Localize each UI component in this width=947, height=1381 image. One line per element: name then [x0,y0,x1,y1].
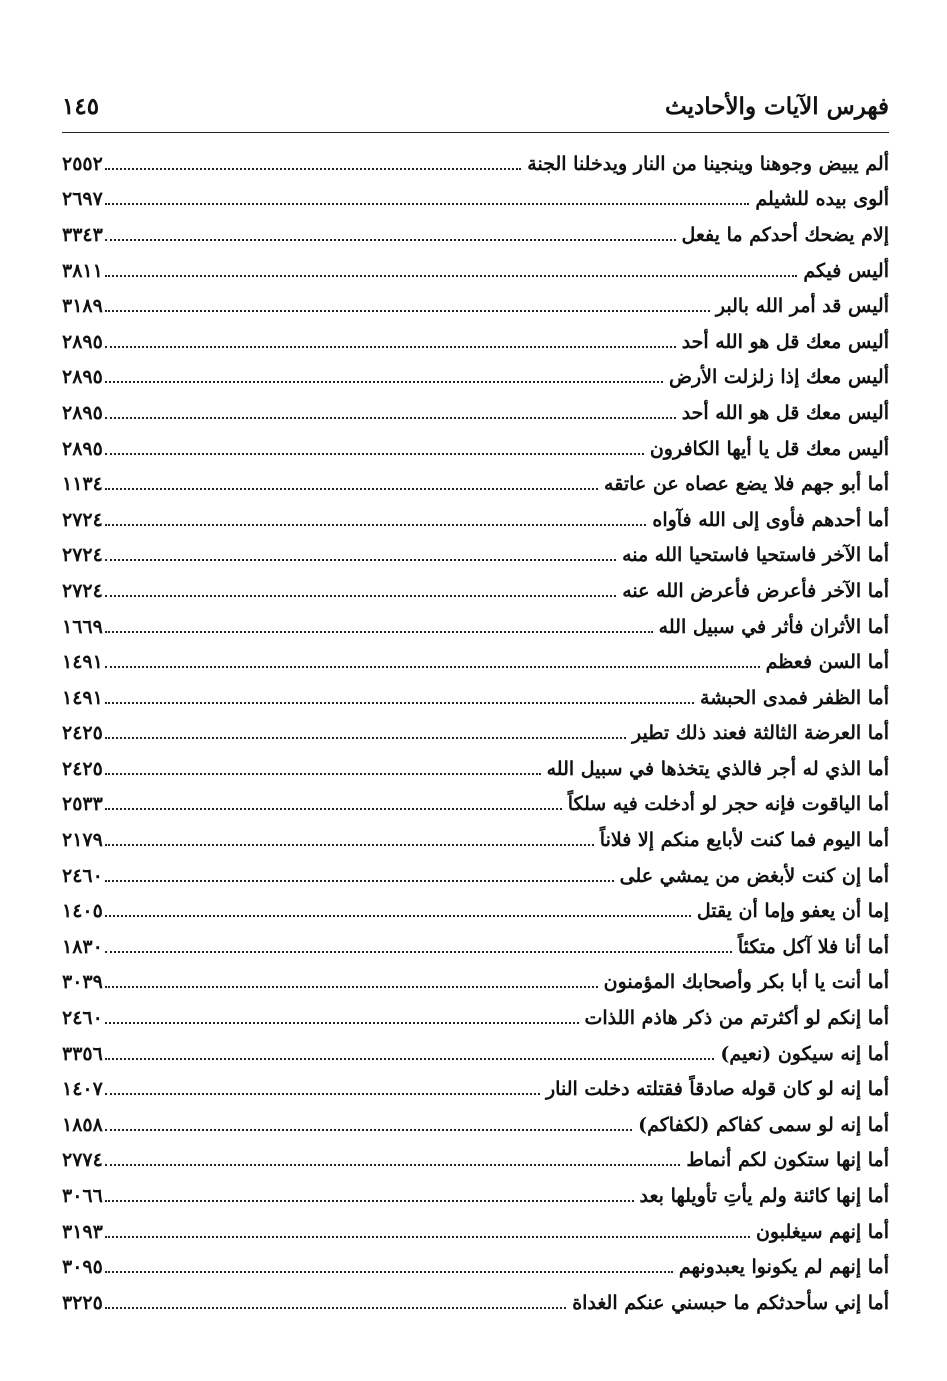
entry-text: أما إن كنت لأبغض من يمشي على [619,864,889,887]
entry-text: أما إنهم لم يكونوا يعبدونهم [678,1256,889,1279]
index-entry [62,502,889,538]
entry-number: ٢٧٧٤ [62,1149,103,1172]
dot-leader [105,631,653,633]
entry-text: إما أن يعفو وإما أن يقتل [696,900,889,923]
index-entry [62,751,889,787]
entry-text: أليس معك قل هو الله أحد [681,401,889,424]
dot-leader [105,951,732,953]
entry-number: ٢٥٥٢ [62,152,103,175]
dot-leader [105,381,663,383]
entry-text: أما إنه لو سمى كفاكم (لكفاكم) [638,1113,889,1136]
entry-text: أما إنهم سيغلبون [755,1220,889,1243]
entry-number: ٢٧٢٤ [62,508,103,531]
dot-leader [105,844,594,846]
entry-text: أما الياقوت فإنه حجر لو أدخلت فيه سلكاً [567,793,889,816]
dot-leader [105,773,541,775]
page-title: فهرس الآيات والأحاديث [664,92,889,120]
index-entry [62,609,889,645]
entry-text: أما إنكم لو أكثرتم من ذكر هاذم اللذات [584,1007,889,1030]
dot-leader [105,1093,540,1095]
dot-leader [105,559,616,561]
entry-number: ٢٧٢٤ [62,544,103,567]
entry-text: أليس معك قل هو الله أحد [681,330,889,353]
dot-leader [105,488,598,490]
dot-leader [105,310,710,312]
entry-text: أما إنها ستكون لكم أنماط [686,1149,889,1172]
index-entry [62,1036,889,1072]
entry-number: ٢٤٦٠ [62,864,103,887]
dot-leader [105,1307,566,1309]
dot-leader [105,737,626,739]
entry-number: ١٦٦٩ [62,615,103,638]
dot-leader [105,275,798,277]
entry-number: ٣٢٢٥ [62,1291,103,1314]
entry-text: أما أنت يا أبا بكر وأصحابك المؤمنون [603,971,889,994]
dot-leader [105,1022,579,1024]
dot-leader [105,453,644,455]
index-entry [62,288,889,324]
entry-number: ٢٤٢٥ [62,722,103,745]
entry-text: أما إني سأحدثكم ما حبسني عنكم الغداة [572,1291,889,1314]
dot-leader [105,915,691,917]
dot-leader [105,1129,632,1131]
index-entry [62,858,889,894]
entry-number: ٣٠٩٥ [62,1256,103,1279]
index-entry [62,146,889,182]
dot-leader [105,1164,681,1166]
page-number: ١٤٥ [62,92,100,120]
entry-text: أما الآخر فأعرض فأعرض الله عنه [622,579,889,602]
entry-number: ٣٠٦٦ [62,1185,103,1208]
entry-number: ٢١٧٩ [62,829,103,852]
entry-number: ٢٨٩٥ [62,401,103,424]
dot-leader [105,595,616,597]
index-entry [62,1178,889,1214]
index-entry [62,680,889,716]
index-entry [62,431,889,467]
entry-number: ١٤٠٧ [62,1078,103,1101]
index-entry [62,929,889,965]
dot-leader [105,702,694,704]
page-header [62,86,889,126]
index-list [62,146,889,1321]
entry-number: ١٨٣٠ [62,935,103,958]
entry-text: أما السن فعظم [765,651,889,674]
entry-text: أما اليوم فما كنت لأبايع منكم إلا فلاناً [599,829,889,852]
entry-number: ٢٨٩٥ [62,330,103,353]
index-entry [62,1000,889,1036]
dot-leader [105,417,676,419]
index-entry [62,1143,889,1179]
dot-leader [105,880,614,882]
entry-number: ٢٧٢٤ [62,579,103,602]
entry-text: أما أحدهم فأوى إلى الله فآواه [652,508,889,531]
entry-text: أما إنها كائنة ولم يأتِ تأويلها بعد [639,1185,889,1208]
entry-text: إلام يضحك أحدكم ما يفعل [681,223,889,246]
entry-number: ٢٨٩٥ [62,437,103,460]
dot-leader [105,1271,673,1273]
index-entry [62,1071,889,1107]
index-entry [62,1285,889,1321]
header-divider [62,132,889,133]
entry-number: ٢٤٦٠ [62,1007,103,1030]
entry-number: ١١٣٤ [62,473,103,496]
dot-leader [105,203,750,205]
entry-text: ألوى بيده للشيلم [755,188,889,211]
dot-leader [105,346,676,348]
entry-number: ١٤٩١ [62,651,103,674]
entry-number: ١٨٥٨ [62,1113,103,1136]
dot-leader [105,1058,715,1060]
entry-number: ٣٠٣٩ [62,971,103,994]
entry-text: أما الظفر فمدى الحبشة [700,686,889,709]
index-entry [62,644,889,680]
index-entry [62,787,889,823]
index-entry [62,466,889,502]
index-entry [62,360,889,396]
entry-text: أليس قد أمر الله بالبر [715,295,889,318]
entry-number: ٣٣٥٦ [62,1042,103,1065]
index-entry [62,965,889,1001]
index-entry [62,324,889,360]
entry-text: أما العرضة الثالثة فعند ذلك تطير [632,722,889,745]
entry-text: أما الذي له أجر فالذي يتخذها في سبيل الله [546,757,889,780]
entry-text: أما الأثران فأثر في سبيل الله [658,615,889,638]
index-entry [62,217,889,253]
entry-text: أما أبو جهم فلا يضع عصاه عن عاتقه [604,473,889,496]
index-entry [62,822,889,858]
index-entry [62,1249,889,1285]
entry-number: ٢٦٩٧ [62,188,103,211]
dot-leader [105,168,521,170]
index-entry [62,395,889,431]
index-entry [62,1107,889,1143]
index-entry [62,538,889,574]
entry-text: أما أنا فلا آكل متكئاً [737,935,889,958]
index-entry [62,716,889,752]
entry-number: ٢٥٣٣ [62,793,103,816]
dot-leader [105,666,760,668]
dot-leader [105,524,647,526]
entry-text: أليس معك قل يا أيها الكافرون [649,437,889,460]
index-entry [62,253,889,289]
entry-number: ٣١٩٣ [62,1220,103,1243]
entry-text: أما إنه سيكون (نعيم) [720,1042,889,1065]
entry-text: أليس فيكم [803,259,889,282]
dot-leader [105,1200,634,1202]
entry-number: ١٤٩١ [62,686,103,709]
entry-number: ١٤٠٥ [62,900,103,923]
entry-number: ٢٨٩٥ [62,366,103,389]
index-entry [62,573,889,609]
entry-text: أما إنه لو كان قوله صادقاً فقتلته دخلت النار [546,1078,889,1101]
entry-text: ألم يبيض وجوهنا وينجينا من النار ويدخلنا الجنة [527,152,889,175]
entry-number: ٣١٨٩ [62,295,103,318]
entry-number: ٢٤٢٥ [62,757,103,780]
dot-leader [105,986,598,988]
entry-number: ٣٨١١ [62,259,103,282]
index-entry [62,182,889,218]
dot-leader [105,1236,750,1238]
index-entry [62,1214,889,1250]
dot-leader [105,808,562,810]
dot-leader [105,239,676,241]
entry-text: أليس معك إذا زلزلت الأرض [668,366,889,389]
entry-text: أما الآخر فاستحيا فاستحيا الله منه [622,544,889,567]
index-entry [62,893,889,929]
entry-number: ٣٣٤٣ [62,223,103,246]
